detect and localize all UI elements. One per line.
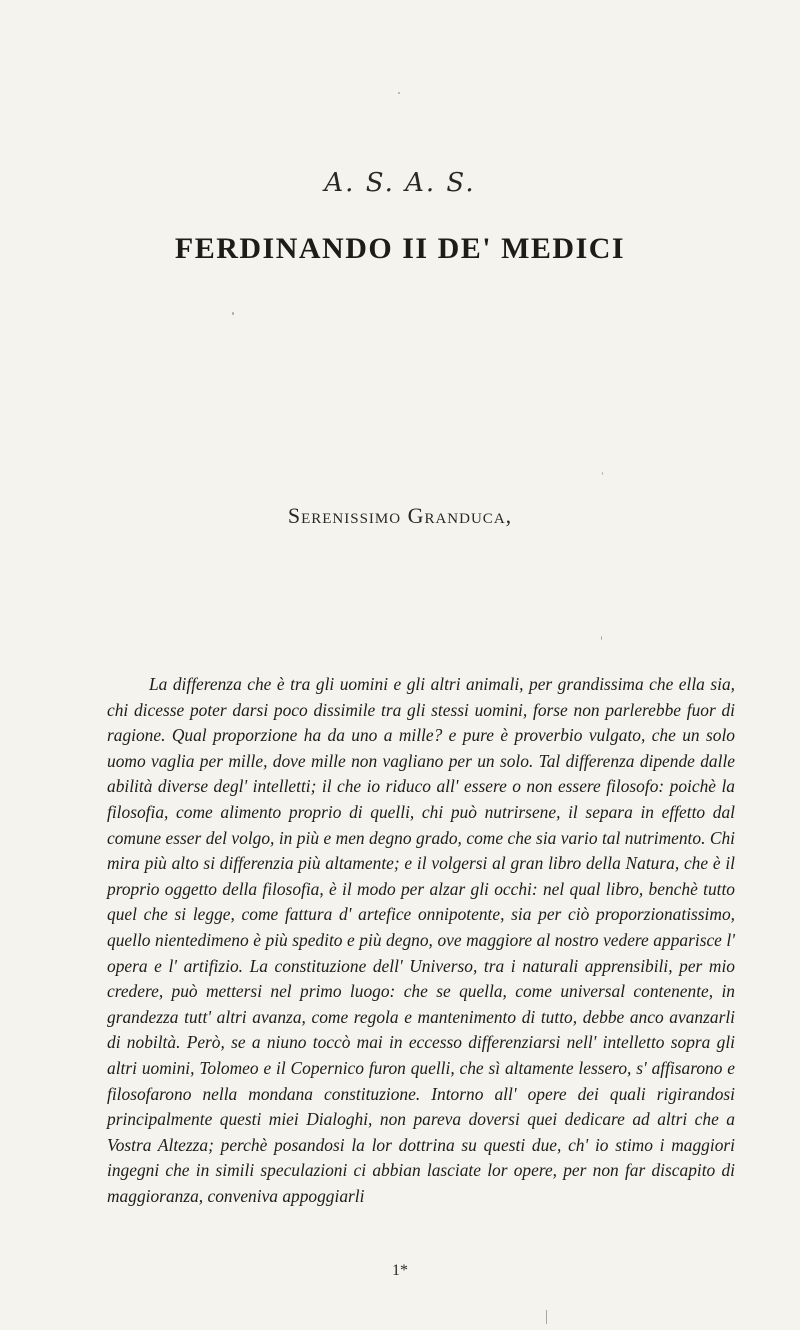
- signature-mark: 1*: [392, 1262, 408, 1279]
- paper-speck: [398, 92, 400, 94]
- salutation: Serenissimo Granduca,: [287, 503, 513, 528]
- paper-speck: [602, 472, 603, 475]
- dedicatee-title: FERDINANDO II DE' MEDICI: [174, 232, 626, 265]
- paper-speck: [601, 636, 602, 640]
- paper-speck: [546, 1310, 547, 1324]
- paper-speck: [232, 312, 234, 315]
- monogram-heading: A. S. A. S.: [324, 168, 476, 198]
- dedication-body: La differenza che è tra gli uomini e gli altri animali, per grandissima che ella sia, chi dicesse poter darsi poco dissimile tra gli stessi uomini, forse non parlerebbe fuor di ragione. Qual proporzione ha da uno a mille? e pure è proverbio vulgato, che un solo uomo vaglia per mille, dove mille non vagliano per un solo. Tal differenza dipende dalle abilità diverse degl' intelletti; il che io riduco all' essere o non essere filosofo: poichè la filosofia, come alimento proprio di quelli, chi può nutrirsene, il separa in effetto dal comune esser del volgo, in più e men degno grado, come che sia vario tal nutrimento. Chi mira più alto si differenzia più altamente; e il volgersi al gran libro della Natura, che è il proprio oggetto della filosofia, è il modo per alzar gli occhi: nel qual libro, benchè tutto quel che si legge, come fattura d' artefice onnipotente, sia per ciò proporzionatissimo, quello nientedimeno è più spedito e più degno, ove maggiore al nostro vedere apparisce l' opera e l' artifizio. La constituzione dell' Universo, tra i naturali apprensibili, per mio credere, può mettersi nel primo luogo: che se quella, come universal contenente, in grandezza tutt' altri avanza, come regola e mantenimento di tutto, debbe anco avanzarli di nobiltà. Però, se a niuno toccò mai in eccesso differenziarsi nell' intelletto sopra gli altri uomini, Tolomeo e il Copernico furon quelli, che sì altamente lessero, s' affisarono e filosofarono nella mondana constituzione. Intorno all' opere dei quali rigirandosi principalmente questi miei Dialoghi, non pareva doversi quei dedicare ad altri che a Vostra Altezza; perchè posandosi la lor dottrina su questi due, ch' io stimo i maggiori ingegni che in simili speculazioni ci abbian lasciate lor opere, per non far discapito di maggioranza, conveniva appoggiarli: [107, 674, 735, 1206]
